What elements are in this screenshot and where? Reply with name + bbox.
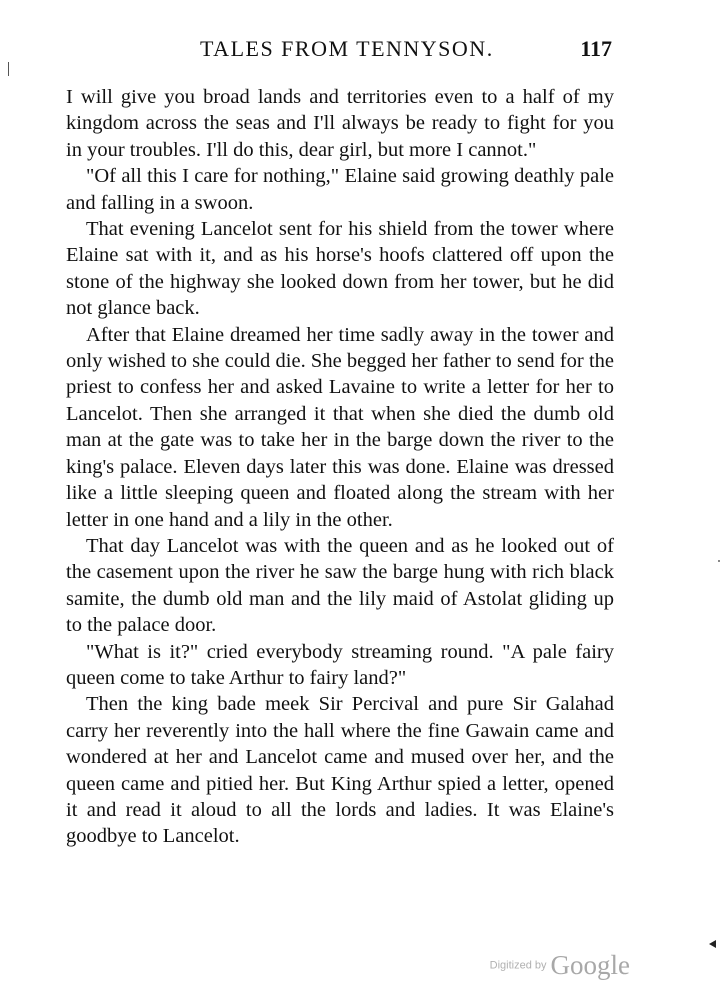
paragraph: "What is it?" cried everybody streaming round. "A pale fairy queen come to take Arthur to fairy land?"	[66, 640, 614, 689]
scan-margin-mark	[8, 62, 9, 76]
scan-speck	[718, 560, 720, 562]
digitized-watermark	[490, 950, 630, 981]
running-title: TALES FROM TENNYSON.	[200, 36, 494, 61]
google-logo: Google	[550, 950, 630, 980]
paragraph: That day Lancelot was with the queen and as he looked out of the casement upon the river he saw the barge hung with rich black samite, the dumb old man and the lily maid of Astolat gliding up to the palace door.	[66, 534, 614, 637]
paragraph: After that Elaine dreamed her time sadly away in the tower and only wished to she could die. She begged her father to send for the priest to confess her and asked Lavaine to write a letter for her to Lancelot. Then she arranged it that when she died the dumb old man at the gate was to take her in the barge down the river to the king's palace. Eleven days later this was done. Elaine was dressed like a little sleeping queen and floated along the stream with her letter in one hand and a lily in the other.	[66, 323, 614, 531]
page-header	[66, 36, 612, 72]
paragraph: That evening Lancelot sent for his shield from the tower where Elaine sat with it, and as his horse's hoofs clattered off upon the stone of the highway she looked down from her tower, but he did not glance back.	[66, 218, 614, 320]
paragraph: Then the king bade meek Sir Percival and pure Sir Galahad carry her reverently into the hall where the fine Gawain came and wondered at her and Lancelot came and mused over her, and the queen came and pitied her. But King Arthur spied a letter, opened it and read it aloud to all the lords and ladies. It was Elaine's goodbye to Lancelot.	[66, 693, 614, 848]
watermark-prefix: Digitized by	[489, 959, 547, 972]
body-text	[66, 84, 614, 850]
paragraph: "Of all this I care for nothing," Elaine said growing deathly pale and falling in a swoon.	[66, 165, 614, 214]
page-number: 117	[580, 36, 612, 61]
paragraph: I will give you broad lands and territories even to a half of my kingdom across the seas and I'll always be ready to fight for you in your troubles. I'll do this, dear girl, but more I cannot."	[66, 86, 614, 161]
scan-arrow-mark	[709, 940, 716, 948]
